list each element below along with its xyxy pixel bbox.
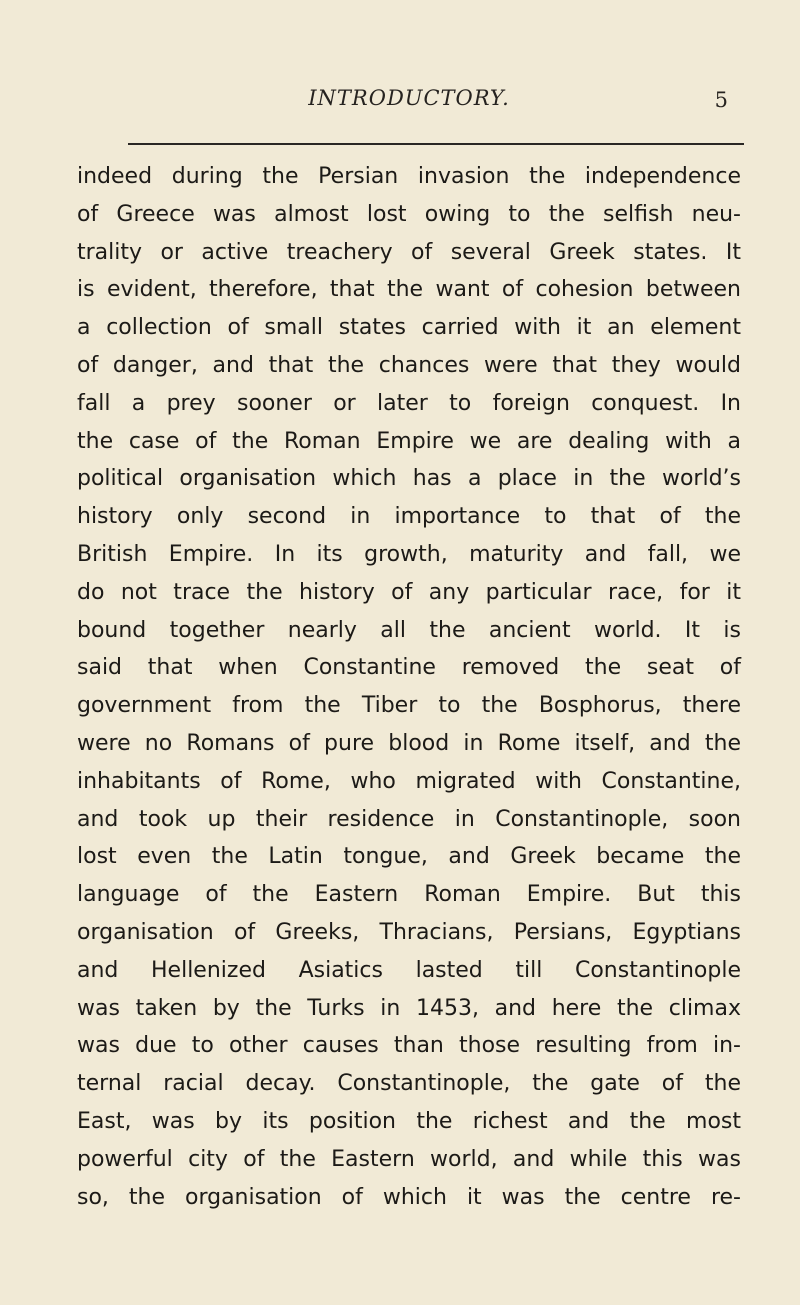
text-line: indeed during the Persian invasion the independence [77,164,741,189]
text-line: and Hellenized Asiatics lasted till Constantinople [77,957,741,983]
text-line: lost even the Latin tongue, and Greek became the [77,844,741,870]
running-head [76,86,742,126]
text-line: of danger, and that the chances were that they would [77,352,741,378]
text-line: said that when Constantine removed the seat of [77,655,741,681]
page-number: 5 [714,88,728,112]
text-line: history only second in importance to that of the [77,504,741,530]
body-text [77,158,741,1216]
text-line: bound together nearly all the ancient world. It is [77,617,741,643]
text-line: fall a prey sooner or later to foreign conquest. In [77,390,741,416]
text-line: was due to other causes than those resulting from in- [77,1033,741,1059]
text-line: of Greece was almost lost owing to the selfish neu- [77,201,741,227]
text-line: East, was by its position the richest and the most [77,1108,741,1134]
text-line: trality or active treachery of several Greek states. It [77,239,741,265]
text-line: the case of the Roman Empire we are dealing with a [77,428,741,454]
text-line: a collection of small states carried with it an element [77,315,741,341]
header-rule [128,143,744,145]
text-line: and took up their residence in Constantinople, soon [77,806,741,832]
text-line: organisation of Greeks, Thracians, Persians, Egyptians [77,919,741,945]
running-title: INTRODUCTORY. [308,86,510,110]
text-line: powerful city of the Eastern world, and while this was [77,1146,741,1172]
text-line: political organisation which has a place in the world’s [77,466,741,492]
text-line: do not trace the history of any particular race, for it [77,579,741,605]
text-line: British Empire. In its growth, maturity and fall, we [77,541,741,567]
text-line: ternal racial decay. Constantinople, the gate of the [77,1071,741,1097]
text-line: were no Romans of pure blood in Rome itself, and the [77,730,741,756]
text-line: is evident, therefore, that the want of cohesion between [77,277,741,303]
text-line: government from the Tiber to the Bosphorus, there [77,693,741,719]
text-line: language of the Eastern Roman Empire. But this [77,882,741,908]
text-line: so, the organisation of which it was the centre re- [77,1184,741,1210]
text-line: inhabitants of Rome, who migrated with Constantine, [77,768,741,794]
text-line: was taken by the Turks in 1453, and here the climax [77,995,741,1021]
